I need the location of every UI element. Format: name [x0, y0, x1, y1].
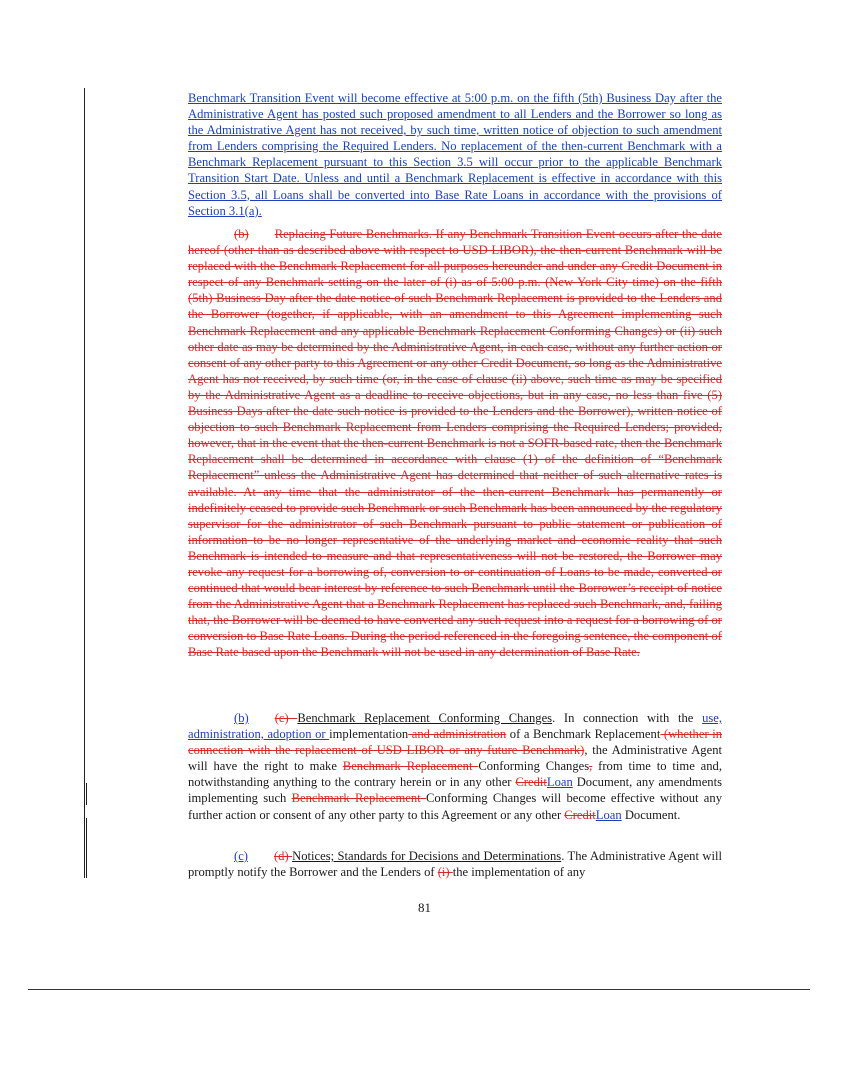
change-bar [86, 783, 87, 805]
text-run: the implementation of any [452, 865, 586, 880]
inserted-text: Loan [546, 775, 573, 790]
text-run: Conforming Changes [478, 759, 590, 774]
change-bar [84, 88, 85, 878]
text-run: from time to time and, notwithstanding anything to the contrary herein or in any other [188, 759, 722, 790]
text-run: Conforming Changes will become effective without any further action or consent of any other party to this Agreement or any other [188, 791, 722, 822]
text-run: Document. [621, 807, 681, 822]
clause-body: If any Benchmark Transition Event occurs after the date hereof (other than as described above with respect to USD LIBOR), the then-current Benchmark will be replaced with the Benchmark Replacement for all purposes hereunder and under any Credit Document in respect of any Benchmark setting on the later of (i) as of 5:00 p.m. (New York City time) on the fifth (5th) Business Day after the date notice of such Benchmark Replacement is provided to the Lenders and the Borrower (together, if applicable, with an amendment to this Agreement implementing such Benchmark Replacement and any applicable Benchmark Replacement Conforming Changes) or (ii) such other date as may be determined by the Administrative Agent, in each case, without any further action or consent of any other party to this Agreement or any other Credit Document, so long as the Administrative Agent has not received, by such time (or, in the case of clause (ii) above, such time as may be specified by the Administrative Agent as a deadline to receive objections, but in any case, no less than five (5) Business Days after the date such notice is provided to the Lenders and the Borrower), written notice of objection to such Benchmark Replacement from Lenders comprising the Required Lenders; provided, however, that in the event that the then-current Benchmark is not a SOFR-based rate, then the Benchmark Replacement shall be determined in accordance with clause (1) of the definition of “Benchmark Replacement” unless the Administrative Agent has determined that neither of such alternative rates is available. At any time that the administrator of the then-current Benchmark has permanently or indefinitely ceased to provide such Benchmark or such Benchmark has been announced by the regulatory supervisor for the administrator of such Benchmark pursuant to public statement or publication of information to be no longer representative of the underlying market and economic reality that such Benchmark is intended to measure and that representativeness will not be restored, the Borrower may revoke any request for a borrowing of, conversion to or continuation of Loans to be made, converted or continued that would bear interest by reference to such Benchmark until the Borrower’s receipt of notice from the Administrative Agent that a Benchmark Replacement has replaced such Benchmark, and, failing that, the Borrower will be deemed to have converted any such request into a request for a borrowing of or conversion to Base Rate Loans. During the period referenced in the foregoing sentence, the component of Base Rate based upon the Benchmark will not be used in any determination of Base Rate. [188, 227, 722, 660]
paragraph-conforming-changes [188, 710, 722, 823]
page-number: 81 [418, 900, 431, 915]
inserted-text: use, administration, adoption or [188, 711, 722, 742]
inserted-text: Loan [595, 807, 622, 822]
paragraph-replacing-future-benchmarks [188, 226, 722, 661]
deleted-text: , [589, 759, 593, 774]
footer-divider [28, 989, 810, 990]
deleted-text: Benchmark Replacement [291, 791, 427, 806]
deleted-text: Credit [515, 775, 547, 790]
inserted-text: Benchmark Transition Event will become effective at 5:00 p.m. on the fifth (5th) Business Day after the Administrative Agent has posted such proposed amendment to all Lenders and the Borrower so long as the Administrative Agent has not received, by such time, written notice of objection to such amendment from Lenders comprising the Required Lenders. No replacement of the then-current Benchmark with a Benchmark Replacement pursuant to this Section 3.5 will occur prior to the applicable Benchmark Transition Start Date. Unless and until a Benchmark Replacement is effective in accordance with this Section 3.5, all Loans shall be converted into Base Rate Loans in accordance with the provisions of Section 3.1(a). [188, 91, 722, 218]
text-run: of a Benchmark Replacement [506, 727, 661, 742]
text-run: . The Administrative Agent will promptly notify the Borrower and the Lenders of [188, 849, 723, 880]
deleted-text: (whether in connection with the replacement of USD LIBOR or any future Benchmark) [188, 727, 722, 758]
text-run: . In connection with the [552, 711, 703, 725]
deleted-text: and administration [408, 727, 507, 742]
change-bar [86, 818, 87, 878]
clause-label-new: (b) [234, 711, 249, 725]
clause-label-old: (d) [273, 849, 293, 863]
clause-heading: Notices; Standards for Decisions and Determinations [292, 849, 562, 863]
clause-label-old: (c) [274, 711, 298, 725]
deleted-text: Credit [564, 807, 596, 822]
clause-heading: Benchmark Replacement Conforming Changes [297, 711, 553, 725]
text-run: , the Administrative Agent will have the right to make [188, 743, 722, 774]
text-run: Document, any amendments implementing such [188, 775, 722, 806]
deleted-text: (i) [437, 865, 453, 880]
deleted-text: Benchmark Replacement [342, 759, 479, 774]
text-run: implementation [329, 727, 409, 742]
paragraph-notices [188, 848, 722, 880]
clause-label-new: (c) [234, 849, 248, 863]
deleted-text [188, 227, 722, 659]
clause-heading: Replacing Future Benchmarks. [274, 227, 432, 241]
paragraph-transition-event [188, 90, 722, 219]
clause-label: (b) [234, 227, 249, 241]
